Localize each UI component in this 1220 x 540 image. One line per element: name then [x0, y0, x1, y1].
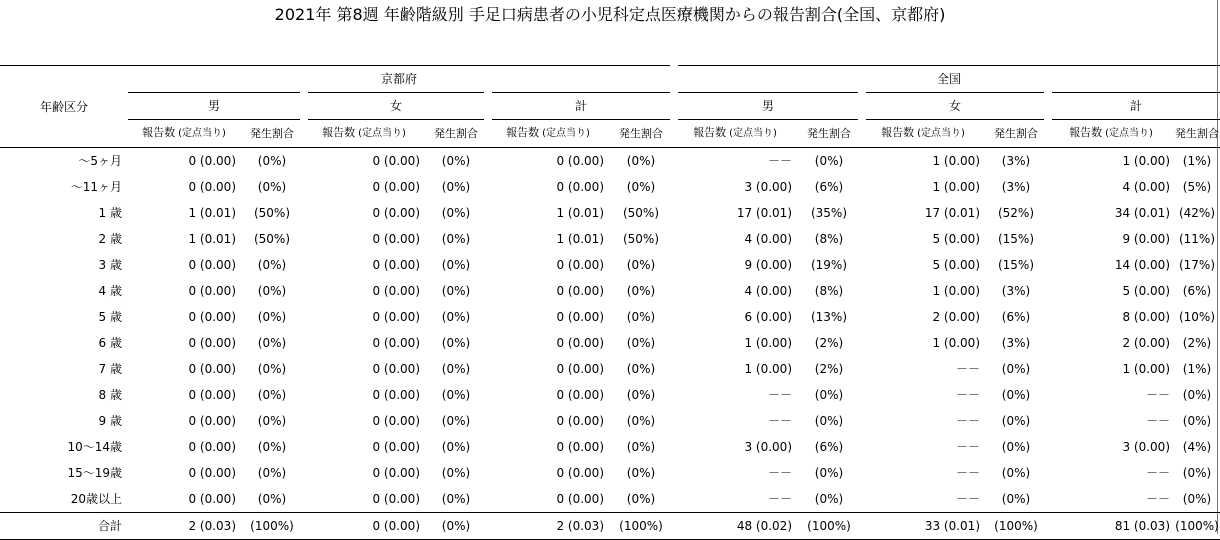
rate-cell: (0%) — [441, 466, 471, 480]
metric-header-rate: 発生割合 — [984, 120, 1048, 148]
rate-cell: (0%) — [1001, 388, 1031, 402]
count-cell: 1 (0.01) — [556, 232, 604, 246]
rate-cell: (50%) — [622, 232, 660, 246]
count-cell: 3 (0.00) — [744, 440, 792, 454]
count-cell: －－ — [955, 466, 980, 480]
rate-cell: (0%) — [257, 284, 287, 298]
count-cell: 0 (0.00) — [372, 206, 420, 220]
count-cell: －－ — [955, 492, 980, 506]
rate-cell: (52%) — [997, 206, 1035, 220]
rate-cell: (42%) — [1178, 206, 1216, 220]
metric-count-label: 報告数 — [693, 126, 727, 139]
rate-cell: (0%) — [626, 414, 656, 428]
table-row — [0, 356, 1220, 382]
count-cell: 0 (0.00) — [556, 284, 604, 298]
rate-cell: (2%) — [1182, 336, 1212, 350]
rate-cell: (0%) — [441, 414, 471, 428]
count-cell: 0 (0.00) — [188, 258, 236, 272]
rate-cell: (0%) — [441, 206, 471, 220]
rate-cell: (0%) — [257, 154, 287, 168]
count-cell: 1 (0.00) — [744, 362, 792, 376]
count-cell: 5 (0.00) — [1122, 284, 1170, 298]
table-row — [0, 174, 1220, 200]
rate-cell: (15%) — [997, 258, 1035, 272]
metric-header-count — [128, 120, 240, 148]
count-cell: 48 (0.02) — [674, 513, 796, 540]
count-cell: 0 (0.00) — [372, 284, 420, 298]
count-cell: 0 (0.00) — [188, 414, 236, 428]
rate-cell: (0%) — [1001, 466, 1031, 480]
metric-per-site-label: (定点当り) — [542, 128, 590, 139]
count-cell: 0 (0.00) — [556, 440, 604, 454]
age-cell: ～11ヶ月 — [70, 180, 122, 194]
count-cell: 0 (0.00) — [372, 440, 420, 454]
age-cell: 3 歳 — [98, 258, 122, 272]
rate-cell: (0%) — [626, 284, 656, 298]
metric-header-rate: 発生割合 — [424, 120, 488, 148]
count-cell: －－ — [767, 466, 792, 480]
rate-cell: (4%) — [1182, 440, 1212, 454]
rate-cell: (0%) — [441, 258, 471, 272]
rate-cell: (100%) — [984, 513, 1048, 540]
table-row — [0, 460, 1220, 486]
sex-header-kyoto-female: 女 — [304, 93, 488, 120]
count-cell: 0 (0.00) — [556, 388, 604, 402]
rate-cell: (0%) — [626, 258, 656, 272]
age-cell: 7 歳 — [98, 362, 122, 376]
count-cell: 0 (0.00) — [372, 492, 420, 506]
rate-cell: (0%) — [441, 492, 471, 506]
count-cell: 0 (0.00) — [556, 362, 604, 376]
rate-cell: (0%) — [257, 466, 287, 480]
table-row — [0, 434, 1220, 460]
rate-cell: (0%) — [257, 388, 287, 402]
rate-cell: (100%) — [796, 513, 862, 540]
report-table — [0, 65, 1220, 540]
count-cell: 14 (0.00) — [1114, 258, 1170, 272]
count-cell: 2 (0.03) — [128, 513, 240, 540]
rate-cell: (0%) — [626, 180, 656, 194]
count-cell: －－ — [1145, 388, 1170, 402]
rate-cell: (0%) — [626, 362, 656, 376]
age-cell: 15～19歳 — [67, 466, 122, 480]
count-cell: 0 (0.00) — [188, 492, 236, 506]
count-cell: 1 (0.00) — [1122, 362, 1170, 376]
count-cell: －－ — [767, 154, 792, 168]
rate-cell: (0%) — [257, 414, 287, 428]
rate-cell: (0%) — [441, 362, 471, 376]
total-row — [0, 513, 1220, 540]
count-cell: 0 (0.00) — [372, 258, 420, 272]
sex-header-national-female: 女 — [862, 93, 1048, 120]
metric-header-count — [488, 120, 608, 148]
metric-count-label: 報告数 — [142, 126, 176, 139]
table-row — [0, 408, 1220, 434]
rate-cell: (0%) — [814, 154, 844, 168]
count-cell: －－ — [955, 362, 980, 376]
age-cell: 2 歳 — [98, 232, 122, 246]
metric-per-site-label: (定点当り) — [1105, 128, 1153, 139]
table-row — [0, 330, 1220, 356]
count-cell: 0 (0.00) — [188, 362, 236, 376]
rate-cell: (0%) — [257, 180, 287, 194]
count-cell: －－ — [1145, 466, 1170, 480]
count-cell: －－ — [955, 388, 980, 402]
count-cell: 0 (0.00) — [556, 466, 604, 480]
count-cell: －－ — [767, 492, 792, 506]
count-cell: 0 (0.00) — [556, 258, 604, 272]
count-cell: 9 (0.00) — [744, 258, 792, 272]
age-cell: 5 歳 — [98, 310, 122, 324]
metric-count-label: 報告数 — [506, 126, 540, 139]
metric-header-count — [862, 120, 984, 148]
age-cell: 10～14歳 — [67, 440, 122, 454]
rate-cell: (8%) — [814, 284, 844, 298]
sex-header-national-total: 計 — [1048, 93, 1220, 120]
count-cell: 33 (0.01) — [862, 513, 984, 540]
rate-cell: (13%) — [810, 310, 848, 324]
count-cell: 0 (0.00) — [556, 310, 604, 324]
rate-cell: (0%) — [814, 466, 844, 480]
count-cell: 1 (0.00) — [932, 284, 980, 298]
rate-cell: (6%) — [814, 180, 844, 194]
count-cell: 0 (0.00) — [188, 154, 236, 168]
count-cell: 0 (0.00) — [188, 440, 236, 454]
rate-cell: (0%) — [441, 388, 471, 402]
count-cell: 1 (0.00) — [744, 336, 792, 350]
count-cell: 0 (0.00) — [372, 232, 420, 246]
sex-header-kyoto-male: 男 — [128, 93, 304, 120]
count-cell: 1 (0.00) — [1122, 154, 1170, 168]
rate-cell: (0%) — [1001, 440, 1031, 454]
count-cell: 0 (0.00) — [188, 466, 236, 480]
count-cell: 1 (0.00) — [932, 180, 980, 194]
count-cell: －－ — [767, 414, 792, 428]
rate-cell: (0%) — [1001, 414, 1031, 428]
rate-cell: (2%) — [814, 362, 844, 376]
rate-cell: (0%) — [441, 284, 471, 298]
rate-cell: (0%) — [626, 388, 656, 402]
rate-cell: (6%) — [814, 440, 844, 454]
rate-cell: (2%) — [814, 336, 844, 350]
count-cell: 0 (0.00) — [188, 310, 236, 324]
count-cell: 1 (0.00) — [932, 336, 980, 350]
rate-cell: (100%) — [608, 513, 674, 540]
rate-cell: (3%) — [1001, 284, 1031, 298]
count-cell: 1 (0.01) — [556, 206, 604, 220]
count-cell: 3 (0.00) — [1122, 440, 1170, 454]
rate-cell: (0%) — [814, 414, 844, 428]
count-cell: 0 (0.00) — [556, 154, 604, 168]
count-cell: 0 (0.00) — [556, 336, 604, 350]
count-cell: 6 (0.00) — [744, 310, 792, 324]
header-row-metric — [0, 120, 1220, 148]
age-cell: 4 歳 — [98, 284, 122, 298]
rate-cell: (6%) — [1182, 284, 1212, 298]
metric-per-site-label: (定点当り) — [917, 128, 965, 139]
rate-cell: (19%) — [810, 258, 848, 272]
metric-count-label: 報告数 — [322, 126, 356, 139]
rate-cell: (0%) — [257, 336, 287, 350]
rate-cell: (0%) — [1182, 388, 1212, 402]
rate-cell: (0%) — [1001, 492, 1031, 506]
count-cell: 0 (0.00) — [304, 513, 424, 540]
count-cell: 0 (0.00) — [372, 310, 420, 324]
count-cell: 0 (0.00) — [372, 180, 420, 194]
metric-header-count — [304, 120, 424, 148]
rate-cell: (3%) — [1001, 154, 1031, 168]
rate-cell: (15%) — [997, 232, 1035, 246]
rate-cell: (50%) — [622, 206, 660, 220]
rate-cell: (0%) — [257, 440, 287, 454]
region-header-national: 全国 — [674, 66, 1220, 93]
count-cell: －－ — [1145, 414, 1170, 428]
table-row — [0, 486, 1220, 513]
count-cell: －－ — [1145, 492, 1170, 506]
count-cell: 0 (0.00) — [188, 180, 236, 194]
rate-cell: (0%) — [814, 388, 844, 402]
count-cell: 4 (0.00) — [744, 232, 792, 246]
page-title: 2021年 第8週 年齢階級別 手足口病患者の小児科定点医療機関からの報告割合(全国、京都府) — [274, 5, 946, 24]
metric-header-rate: 発生割合 — [608, 120, 674, 148]
table-row — [0, 382, 1220, 408]
age-cell: 20歳以上 — [70, 492, 122, 506]
rate-cell: (1%) — [1182, 154, 1212, 168]
age-cell: 9 歳 — [98, 414, 122, 428]
metric-per-site-label: (定点当り) — [178, 128, 226, 139]
count-cell: 1 (0.01) — [188, 206, 236, 220]
count-cell: 0 (0.00) — [188, 336, 236, 350]
rate-cell: (11%) — [1178, 232, 1216, 246]
rate-cell: (1%) — [1182, 362, 1212, 376]
age-cell: 合計 — [0, 513, 128, 540]
age-cell: 6 歳 — [98, 336, 122, 350]
rate-cell: (0%) — [626, 154, 656, 168]
table-row — [0, 252, 1220, 278]
metric-count-label: 報告数 — [881, 126, 915, 139]
rate-cell: (0%) — [626, 440, 656, 454]
rate-cell: (0%) — [626, 466, 656, 480]
rate-cell: (0%) — [441, 232, 471, 246]
rate-cell: (0%) — [1001, 362, 1031, 376]
count-cell: 3 (0.00) — [744, 180, 792, 194]
table-row — [0, 200, 1220, 226]
rate-cell: (0%) — [814, 492, 844, 506]
rate-cell: (0%) — [441, 310, 471, 324]
count-cell: 9 (0.00) — [1122, 232, 1170, 246]
rate-cell: (50%) — [253, 206, 291, 220]
rate-cell: (0%) — [441, 180, 471, 194]
age-column-header: 年齢区分 — [0, 66, 128, 148]
count-cell: －－ — [955, 414, 980, 428]
rate-cell: (0%) — [626, 492, 656, 506]
rate-cell: (100%) — [240, 513, 304, 540]
count-cell: －－ — [767, 388, 792, 402]
table-row — [0, 278, 1220, 304]
metric-header-rate: 発生割合 — [796, 120, 862, 148]
count-cell: 0 (0.00) — [188, 284, 236, 298]
count-cell: 8 (0.00) — [1122, 310, 1170, 324]
rate-cell: (0%) — [1182, 466, 1212, 480]
count-cell: 2 (0.00) — [932, 310, 980, 324]
sex-header-kyoto-total: 計 — [488, 93, 674, 120]
age-cell: 8 歳 — [98, 388, 122, 402]
count-cell: 4 (0.00) — [1122, 180, 1170, 194]
metric-per-site-label: (定点当り) — [358, 128, 406, 139]
header-row-region — [0, 66, 1220, 93]
count-cell: 0 (0.00) — [372, 388, 420, 402]
count-cell: 0 (0.00) — [372, 466, 420, 480]
rate-cell: (10%) — [1178, 310, 1216, 324]
count-cell: 1 (0.01) — [188, 232, 236, 246]
count-cell: 17 (0.01) — [924, 206, 980, 220]
count-cell: 2 (0.00) — [1122, 336, 1170, 350]
rate-cell: (8%) — [814, 232, 844, 246]
count-cell: 0 (0.00) — [556, 180, 604, 194]
count-cell: －－ — [955, 440, 980, 454]
table-row — [0, 226, 1220, 252]
count-cell: 5 (0.00) — [932, 232, 980, 246]
rate-cell: (0%) — [1182, 414, 1212, 428]
count-cell: 0 (0.00) — [372, 414, 420, 428]
metric-header-rate: 発生割合 — [1174, 120, 1220, 148]
count-cell: 0 (0.00) — [372, 362, 420, 376]
count-cell: 5 (0.00) — [932, 258, 980, 272]
sex-header-national-male: 男 — [674, 93, 862, 120]
count-cell: 0 (0.00) — [556, 492, 604, 506]
age-cell: 1 歳 — [98, 206, 122, 220]
rate-cell: (0%) — [257, 492, 287, 506]
rate-cell: (6%) — [1001, 310, 1031, 324]
rate-cell: (0%) — [441, 440, 471, 454]
metric-header-count — [1048, 120, 1174, 148]
rate-cell: (0%) — [626, 336, 656, 350]
rate-cell: (0%) — [257, 258, 287, 272]
rate-cell: (0%) — [441, 336, 471, 350]
rate-cell: (50%) — [253, 232, 291, 246]
count-cell: 0 (0.00) — [188, 388, 236, 402]
rate-cell: (5%) — [1182, 180, 1212, 194]
count-cell: 17 (0.01) — [736, 206, 792, 220]
rate-cell: (0%) — [626, 310, 656, 324]
count-cell: 2 (0.03) — [488, 513, 608, 540]
rate-cell: (0%) — [257, 362, 287, 376]
rate-cell: (3%) — [1001, 180, 1031, 194]
metric-count-label: 報告数 — [1069, 126, 1103, 139]
rate-cell: (0%) — [424, 513, 488, 540]
count-cell: 4 (0.00) — [744, 284, 792, 298]
rate-cell: (100%) — [1174, 513, 1220, 540]
region-header-kyoto: 京都府 — [128, 66, 674, 93]
age-cell: ～5ヶ月 — [78, 154, 122, 168]
table-row — [0, 304, 1220, 330]
metric-per-site-label: (定点当り) — [729, 128, 777, 139]
rate-cell: (3%) — [1001, 336, 1031, 350]
count-cell: 1 (0.00) — [932, 154, 980, 168]
rate-cell: (35%) — [810, 206, 848, 220]
count-cell: 0 (0.00) — [372, 154, 420, 168]
count-cell: 34 (0.01) — [1114, 206, 1170, 220]
table-row — [0, 148, 1220, 175]
count-cell: 0 (0.00) — [372, 336, 420, 350]
count-cell: 0 (0.00) — [556, 414, 604, 428]
rate-cell: (0%) — [441, 154, 471, 168]
header-row-sex — [0, 93, 1220, 120]
metric-header-rate: 発生割合 — [240, 120, 304, 148]
rate-cell: (17%) — [1178, 258, 1216, 272]
rate-cell: (0%) — [257, 310, 287, 324]
rate-cell: (0%) — [1182, 492, 1212, 506]
metric-header-count — [674, 120, 796, 148]
count-cell: 81 (0.03) — [1048, 513, 1174, 540]
